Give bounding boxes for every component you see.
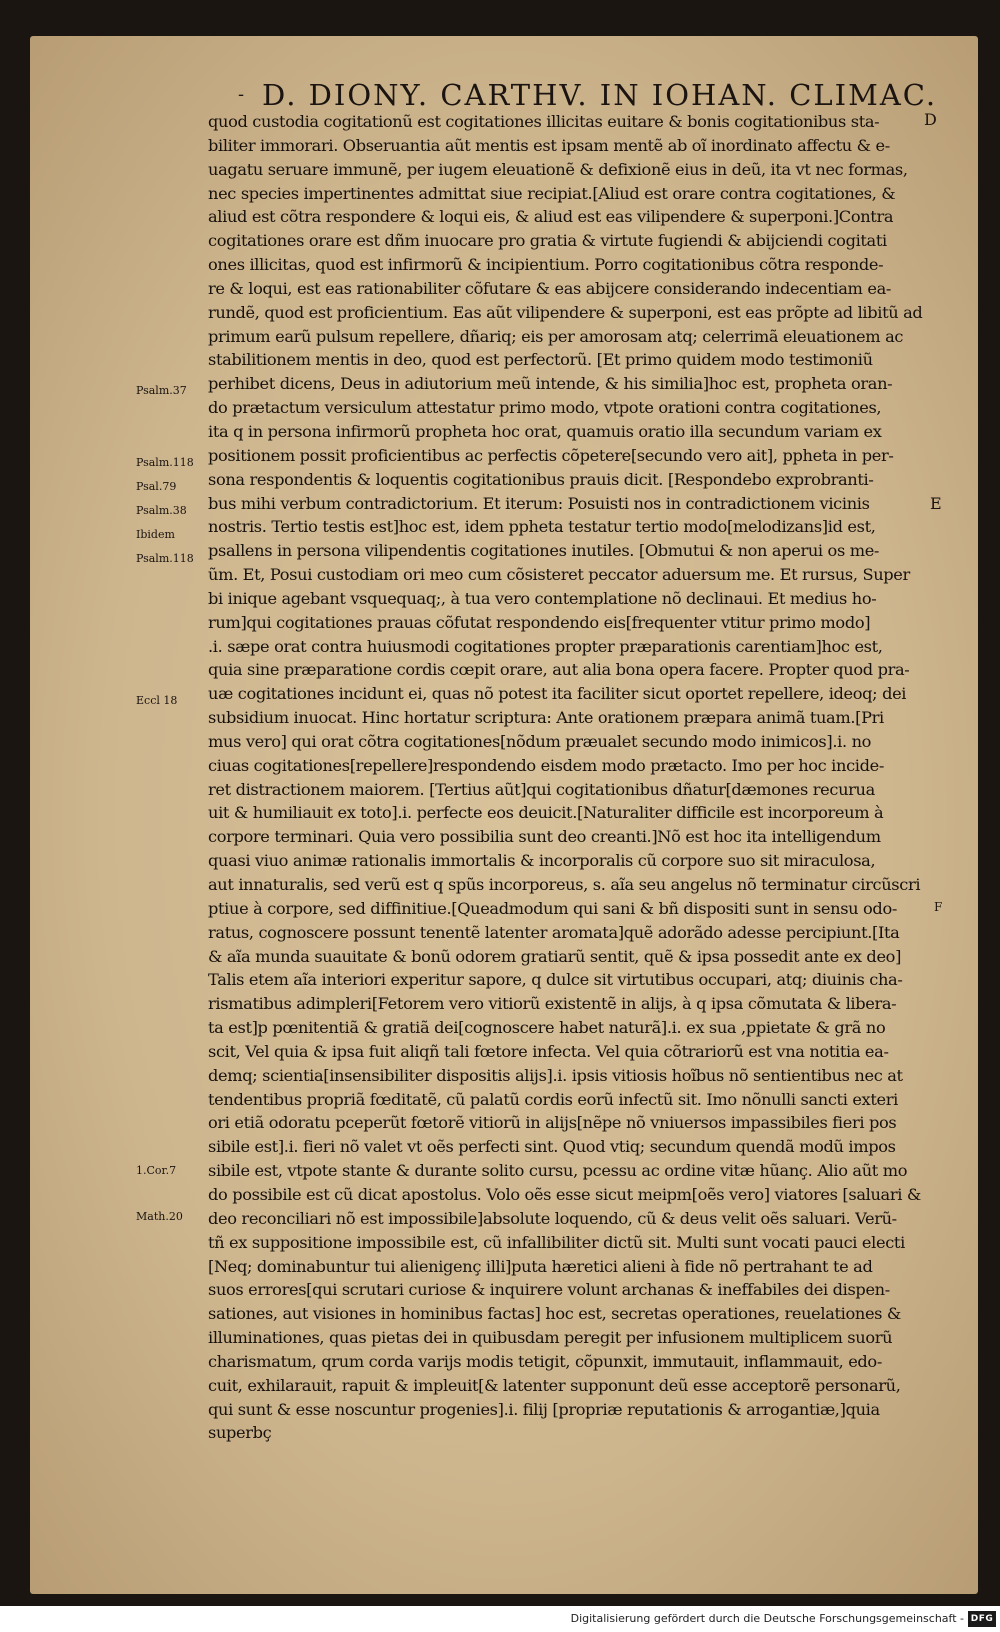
text-line: .i. sæpe orat contra huiusmodi cogitationes propter præparationis carentiam]hoc est,: [208, 636, 883, 656]
margin-note: 1.Cor.7: [136, 1164, 177, 1177]
text-line: uit & humiliauit ex toto].i. perfecte eos deuicit.[Naturaliter difficile est incorporeum à: [208, 803, 884, 823]
text-line: ita q in persona infirmorũ propheta hoc orat, quamuis oratio illa secundum variam ex: [208, 421, 882, 441]
text-line: aut innaturalis, sed verũ est q spũs incorporeus, s. aĩa seu angelus nõ terminatur circũscri: [208, 875, 921, 894]
text-line: uagatu seruare immunẽ, per iugem eleuationẽ & defixionẽ eius in deũ, ita vt nec formas,: [208, 159, 908, 179]
footer-bar: [0, 1606, 1000, 1632]
section-letter: E: [930, 494, 942, 513]
text-line: perhibet dicens, Deus in adiutorium meũ intende, & his similia]hoc est, propheta oran-: [208, 374, 893, 394]
text-line: tendentibus propriã fœditatẽ, cũ palatũ cordis eorũ infectũ sit. Imo nõnulli sancti exteri: [208, 1089, 898, 1109]
body-text: [208, 110, 936, 1445]
text-line: illuminationes, quas pietas dei in quibusdam peregit per infusionem multiplicem suorũ: [208, 1328, 893, 1348]
margin-note: Psalm.118: [136, 456, 194, 469]
margin-note: Psalm.38: [136, 504, 187, 517]
text-line: ratus, cognoscere possunt tenentẽ latenter aromata]quẽ adorãdo adesse percipiunt.[Ita: [208, 922, 900, 942]
running-head: D. DIONY. CARTHV. IN IOHAN. CLIMAC.: [262, 78, 938, 112]
text-line: primum earũ pulsum repellere, dñariq; eis per amorosam atq; celerrimã eleuationem ac: [208, 326, 904, 346]
dfg-logo: DFG: [968, 1611, 996, 1627]
text-line: ũm. Et, Posui custodiam ori meo cum cõsisteret peccator aduersum me. Et rursus, Super: [208, 565, 910, 585]
text-line: Talis etem aĩa interiori experitur sapore, q dulce sit virtutibus occupari, atq; diuinis cha-: [208, 970, 903, 990]
page-marker: -: [238, 84, 245, 105]
text-line: ori etiã odoratu pceperũt fœtorẽ vitiorũ in alijs[nẽpe nõ vniuersos impassibiles fieri pos: [208, 1113, 897, 1133]
text-line: positionem possit proficientibus ac perfectis cõpetere[secundo vero ait], ppheta in per-: [208, 445, 894, 465]
text-line: psallens in persona vilipendentis cogitationes inutiles. [Obmutui & non aperui os me-: [208, 541, 880, 561]
margin-note: Psalm.118: [136, 552, 194, 565]
text-line: ret distractionem maiorem. [Tertius aũt]qui cogitationibus dñatur[dæmones recurua: [208, 779, 875, 799]
margin-note: Math.20: [136, 1210, 183, 1223]
text-line: rismatibus adimpleri[Fetorem vero vitiorũ existentẽ in alijs, à q ipsa cõmutata & libera-: [208, 994, 897, 1014]
text-line: quod custodia cogitationũ est cogitationes illicitas euitare & bonis cogitationibus sta-: [208, 112, 880, 131]
margin-note: Ibidem: [136, 528, 175, 541]
text-line: rum]qui cogitationes prauas cõfutat respondendo eis[frequenter vtitur primo modo]: [208, 612, 871, 632]
funding-credit: Digitalisierung gefördert durch die Deutsche Forschungsgemeinschaft -: [570, 1612, 964, 1625]
margin-note: Eccl 18: [136, 694, 178, 707]
text-line: sibile est, vtpote stante & durante solito cursu, pcessu ac ordine vitæ hũanç. Alio aũt mo: [208, 1161, 908, 1181]
text-line: biliter immorari. Obseruantia aũt mentis est ipsam mentẽ ab oĩ inordinato affectu & e-: [208, 135, 890, 155]
text-line: uæ cogitationes incidunt ei, quas nõ potest ita faciliter sicut oportet repellere, ideoq; dei: [208, 684, 907, 704]
text-line: ciuas cogitationes[repellere]respondendo eisdem modo prætacto. Imo per hoc incide-: [208, 755, 884, 775]
text-line: quasi viuo animæ rationalis immortalis & incorporalis cũ corpore suo sit miraculosa,: [208, 851, 876, 871]
text-line: subsidium inuocat. Hinc hortatur scriptura: Ante orationem præpara animã tuam.[Pri: [208, 708, 884, 728]
margin-note: Psalm.37: [136, 384, 187, 397]
text-line: deo reconciliari nõ est impossibile]absolute loquendo, cũ & deus velit oẽs saluari. Verũ-: [208, 1208, 897, 1228]
text-line: qui sunt & esse noscuntur progenies].i. filij [propriæ reputationis & arrogantiæ,]quia: [208, 1399, 880, 1419]
text-line: tñ ex suppositione impossibile est, cũ infallibiliter dictũ sit. Multi sunt vocati pauci electi: [208, 1232, 905, 1252]
text-line: bus mihi verbum contradictorium. Et iterum: Posuisti nos in contradictionem vicinis: [208, 493, 870, 513]
text-line: bi inique agebant vsquequaq;, à tua vero contemplatione nõ declinaui. Et medius ho-: [208, 588, 877, 608]
text-line: ptiue à corpore, sed diffinitiue.[Queadmodum qui sani & bñ dispositi sunt in sensu odo-: [208, 898, 897, 918]
text-line: quia sine præparatione cordis cœpit orare, aut alia bona opera facere. Propter quod pra-: [208, 660, 910, 680]
text-line: cuit, exhilarauit, rapuit & impleuit[& latenter supponunt deũ esse acceptorẽ personarũ,: [208, 1375, 901, 1395]
text-line: ones illicitas, quod est infirmorũ & incipientium. Porro cogitationibus cõtra responde-: [208, 255, 884, 275]
text-line: ta est]p pœnitentiã & gratiã dei[cognoscere habet naturã].i. ex sua ,ppietate & grã no: [208, 1018, 886, 1038]
text-line: re & loqui, est eas rationabiliter cõfutare & eas abijcere considerando indecentiam ea-: [208, 278, 892, 298]
text-line: sona respondentis & loquentis cogitationibus prauis dicit. [Respondebo exprobranti-: [208, 469, 874, 489]
text-line: corpore terminari. Quia vero possibilia sunt deo creanti.]Nõ est hoc ita intelligendum: [208, 827, 881, 847]
text-line: nec species impertinentes admittat siue recipiat.[Aliud est orare contra cogitationes, &: [208, 183, 896, 203]
text-line: aliud est cõtra respondere & loqui eis, & aliud est eas vilipendere & superponi.]Contra: [208, 207, 894, 227]
text-line: superbç: [208, 1423, 272, 1443]
text-line: sationes, aut visiones in hominibus factas] hoc est, secretas operationes, reuelationes &: [208, 1304, 901, 1324]
text-line: scit, Vel quia & ipsa fuit aliqñ tali fœtore infecta. Vel quia cõtrariorũ est vna notitia ea-: [208, 1041, 889, 1061]
margin-note: Psal.79: [136, 480, 177, 493]
text-line: cogitationes orare est dñm inuocare pro gratia & virtute fugiendi & abijciendi cogitati: [208, 231, 887, 251]
text-line: do prætactum versiculum attestatur primo modo, vtpote orationi contra cogitationes,: [208, 398, 882, 418]
text-line: nostris. Tertio testis est]hoc est, idem ppheta testatur tertio modo[melodizans]id est,: [208, 517, 876, 537]
text-line: rundẽ, quod est proficientium. Eas aũt vilipendere & superponi, est eas prõpte ad libitũ ad: [208, 302, 923, 322]
text-line: stabilitionem mentis in deo, quod est perfectorũ. [Et primo quidem modo testimoniũ: [208, 350, 873, 370]
text-line: suos errores[qui scrutari curiose & inquirere volunt archanas & ineffabiles dei dispen-: [208, 1280, 890, 1300]
text-line: sibile est].i. fieri nõ valet vt oẽs perfecti sint. Quod vtiq; secundum quendã modũ impos: [208, 1137, 896, 1157]
text-line: [Neq; dominabuntur tui alienigenç illi]puta hæretici alieni à fide nõ pertrahant te ad: [208, 1256, 873, 1276]
text-line: charismatum, qrum corda varijs modis tetigit, cõpunxit, immutauit, inflammauit, edo-: [208, 1351, 882, 1371]
text-line: mus vero] qui orat cõtra cogitationes[nõdum præualet secundo modo inimicos].i. no: [208, 731, 872, 751]
text-line: & aĩa munda suauitate & bonũ odorem gratiarũ sentit, quẽ & ipsa possedit ante ex deo]: [208, 946, 902, 966]
section-letter: D: [924, 110, 937, 129]
text-line: demq; scientia[insensibiliter dispositis alijs].i. ipsis vitiosis hoĩbus nõ sentientibus nec at: [208, 1065, 903, 1085]
section-letter: F: [934, 900, 943, 914]
text-line: do possibile est cũ dicat apostolus. Volo oẽs esse sicut meipm[oẽs vero] viatores [saluari &: [208, 1184, 921, 1204]
